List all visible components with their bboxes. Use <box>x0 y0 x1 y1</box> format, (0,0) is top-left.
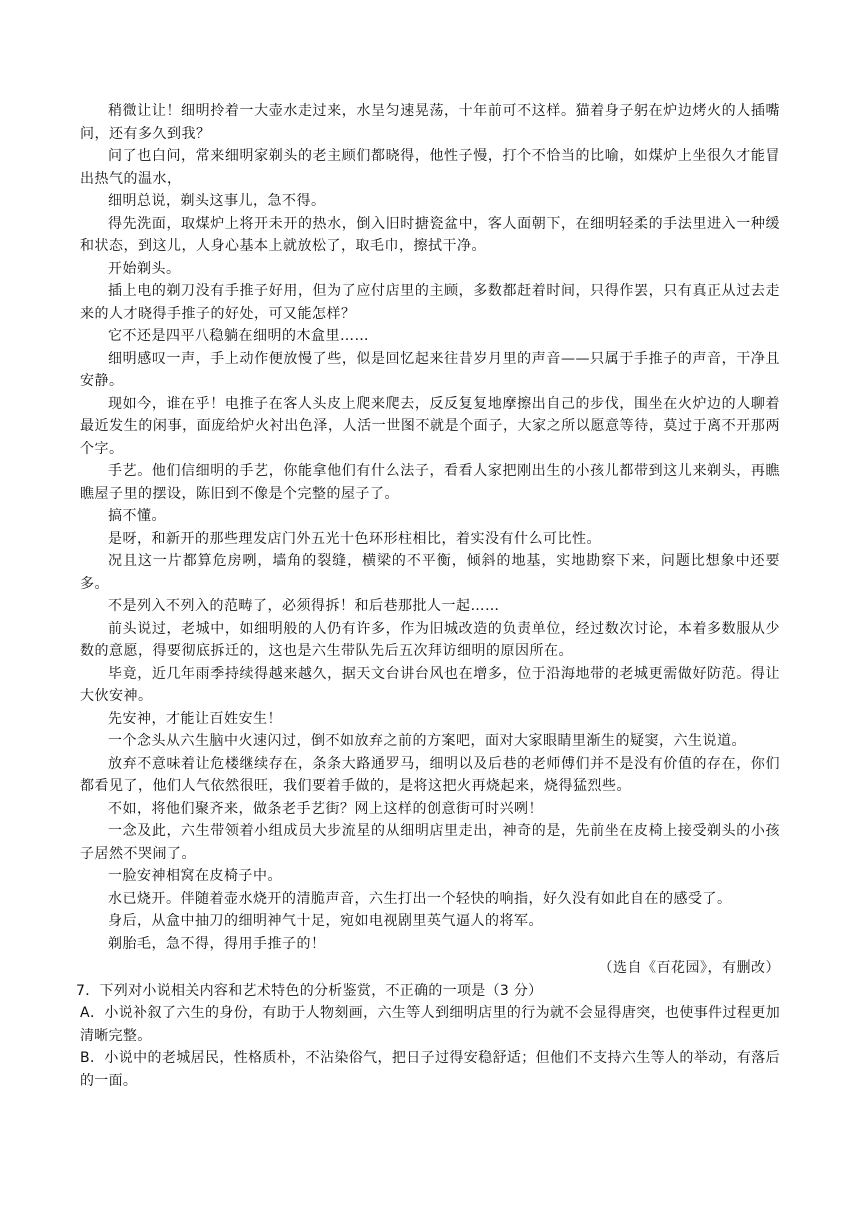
passage-paragraph: 一念及此，六生带领着小组成员大步流星的从细明店里走出，神奇的是，先前坐在皮椅上接受剃头的小孩子居然不哭闹了。 <box>80 823 780 862</box>
passage-paragraph: 它不还是四平八稳躺在细明的木盒里…… <box>108 328 369 344</box>
passage-paragraph: 一脸安神相窝在皮椅子中。 <box>108 868 282 884</box>
document-page <box>76 100 780 1092</box>
option-a[interactable] <box>80 1002 780 1047</box>
passage-paragraph: 前头说过，老城中，如细明般的人仍有许多，作为旧城改造的负责单位，经过数次讨论，本着多数服从少数的意愿，得要彻底拆迁的，这也是六生带队先后五次拜访细明的原因所在。 <box>80 620 780 659</box>
passage-paragraph: 手艺。他们信细明的手艺，你能拿他们有什么法子，看看人家把刚出生的小孩儿都带到这儿来剃头，再瞧瞧屋子里的摆设，陈旧到不像是个完整的屋子了。 <box>80 463 780 502</box>
passage-paragraph: 是呀，和新开的那些理发店门外五光十色环形柱相比，着实没有什么可比性。 <box>108 530 601 547</box>
passage-paragraph: 身后，从盒中抽刀的细明神气十足，宛如电视剧里英气逼人的将军。 <box>108 913 543 929</box>
option-letter: A． <box>80 1005 105 1021</box>
passage-paragraph: 水已烧开。伴随着壶水烧开的清脆声音，六生打出一个轻快的响指，好久没有如此自在的感受了。 <box>108 890 732 907</box>
passage-paragraph: 细明感叹一声，手上动作便放慢了些，似是回忆起来往昔岁月里的声音——只属于手推子的声音，干净且安静。 <box>80 350 780 389</box>
passage-paragraph: 先安神，才能让百姓安生！ <box>108 710 282 727</box>
passage-paragraph: 毕竟，近几年雨季持续得越来越久，据天文台讲台风也在增多，位于沿海地带的老城更需做好防范。得让大伙安神。 <box>80 665 780 704</box>
passage-paragraph: 况且这一片都算危房咧，墙角的裂缝，横梁的不平衡，倾斜的地基，实地勘察下来，问题比想象中还要多。 <box>80 553 780 592</box>
source-citation: （选自《百花园》，有删改） <box>598 960 780 976</box>
passage-paragraph: 放弃不意味着让危楼继续存在，条条大路通罗马，细明以及后巷的老师傅们并不是没有价值的存在，你们都看见了，他们人气依然很旺，我们要着手做的，是将这把火再烧起来，烧得猛烈些。 <box>80 755 780 794</box>
option-text: 小说补叙了六生的身份，有助于人物刻画，六生等人到细明店里的行为就不会显得唐突，也使事件过程更加清晰完整。 <box>80 1005 780 1044</box>
question-stem: 7．下列对小说相关内容和艺术特色的分析鉴赏，不正确的一项是（3 分） <box>76 982 543 999</box>
option-letter: B． <box>80 1050 105 1066</box>
passage-paragraph: 不是列入不列入的范畴了，必须得拆！和后巷那批人一起…… <box>108 598 500 614</box>
passage-paragraph: 剃胎毛，急不得，得用手推子的！ <box>108 935 326 952</box>
question-block <box>76 980 780 1093</box>
passage-paragraph: 开始剃头。 <box>108 260 181 277</box>
passage-paragraph: 现如今，谁在乎！电推子在客人头皮上爬来爬去，反反复复地摩擦出自己的步伐，围坐在火炉边的人聊着最近发生的闲事，面庞给炉火衬出色泽，人活一世图不就是个面子，大家之所以愿意等待，莫过于离不开那两个字。 <box>80 395 780 457</box>
option-text: 小说中的老城居民，性格质朴，不沾染俗气，把日子过得安稳舒适；但他们不支持六生等人的举动，有落后的一面。 <box>80 1050 780 1089</box>
passage-paragraph: 搞不懂。 <box>108 508 166 524</box>
passage-paragraph: 问了也白问，常来细明家剃头的老主顾们都晓得，他性子慢，打个不恰当的比喻，如煤炉上坐很久才能冒出热气的温水， <box>80 148 780 187</box>
passage-paragraph: 插上电的剃刀没有手推子好用，但为了应付店里的主顾，多数都赶着时间，只得作罢，只有真正从过去走来的人才晓得手推子的好处，可又能怎样？ <box>80 283 780 322</box>
passage-paragraph: 细明总说，剃头这事儿，急不得。 <box>108 193 326 209</box>
passage-paragraph: 得先洗面，取煤炉上将开未开的热水，倒入旧时搪瓷盆中，客人面朝下，在细明轻柔的手法里进入一种缓和状态，到这儿，人身心基本上就放松了，取毛巾，擦拭干净。 <box>80 215 780 254</box>
passage-paragraph: 不如，将他们聚齐来，做条老手艺街？网上这样的创意街可时兴咧！ <box>108 800 543 817</box>
story-passage <box>80 100 780 955</box>
passage-paragraph: 一个念头从六生脑中火速闪过，倒不如放弃之前的方案吧，面对大家眼睛里渐生的疑窦，六生说道。 <box>108 733 746 749</box>
passage-paragraph: 稍微让让！细明拎着一大壶水走过来，水呈匀速晃荡，十年前可不这样。猫着身子躬在炉边烤火的人插嘴问，还有多久到我？ <box>80 103 780 142</box>
option-b[interactable] <box>80 1047 780 1092</box>
